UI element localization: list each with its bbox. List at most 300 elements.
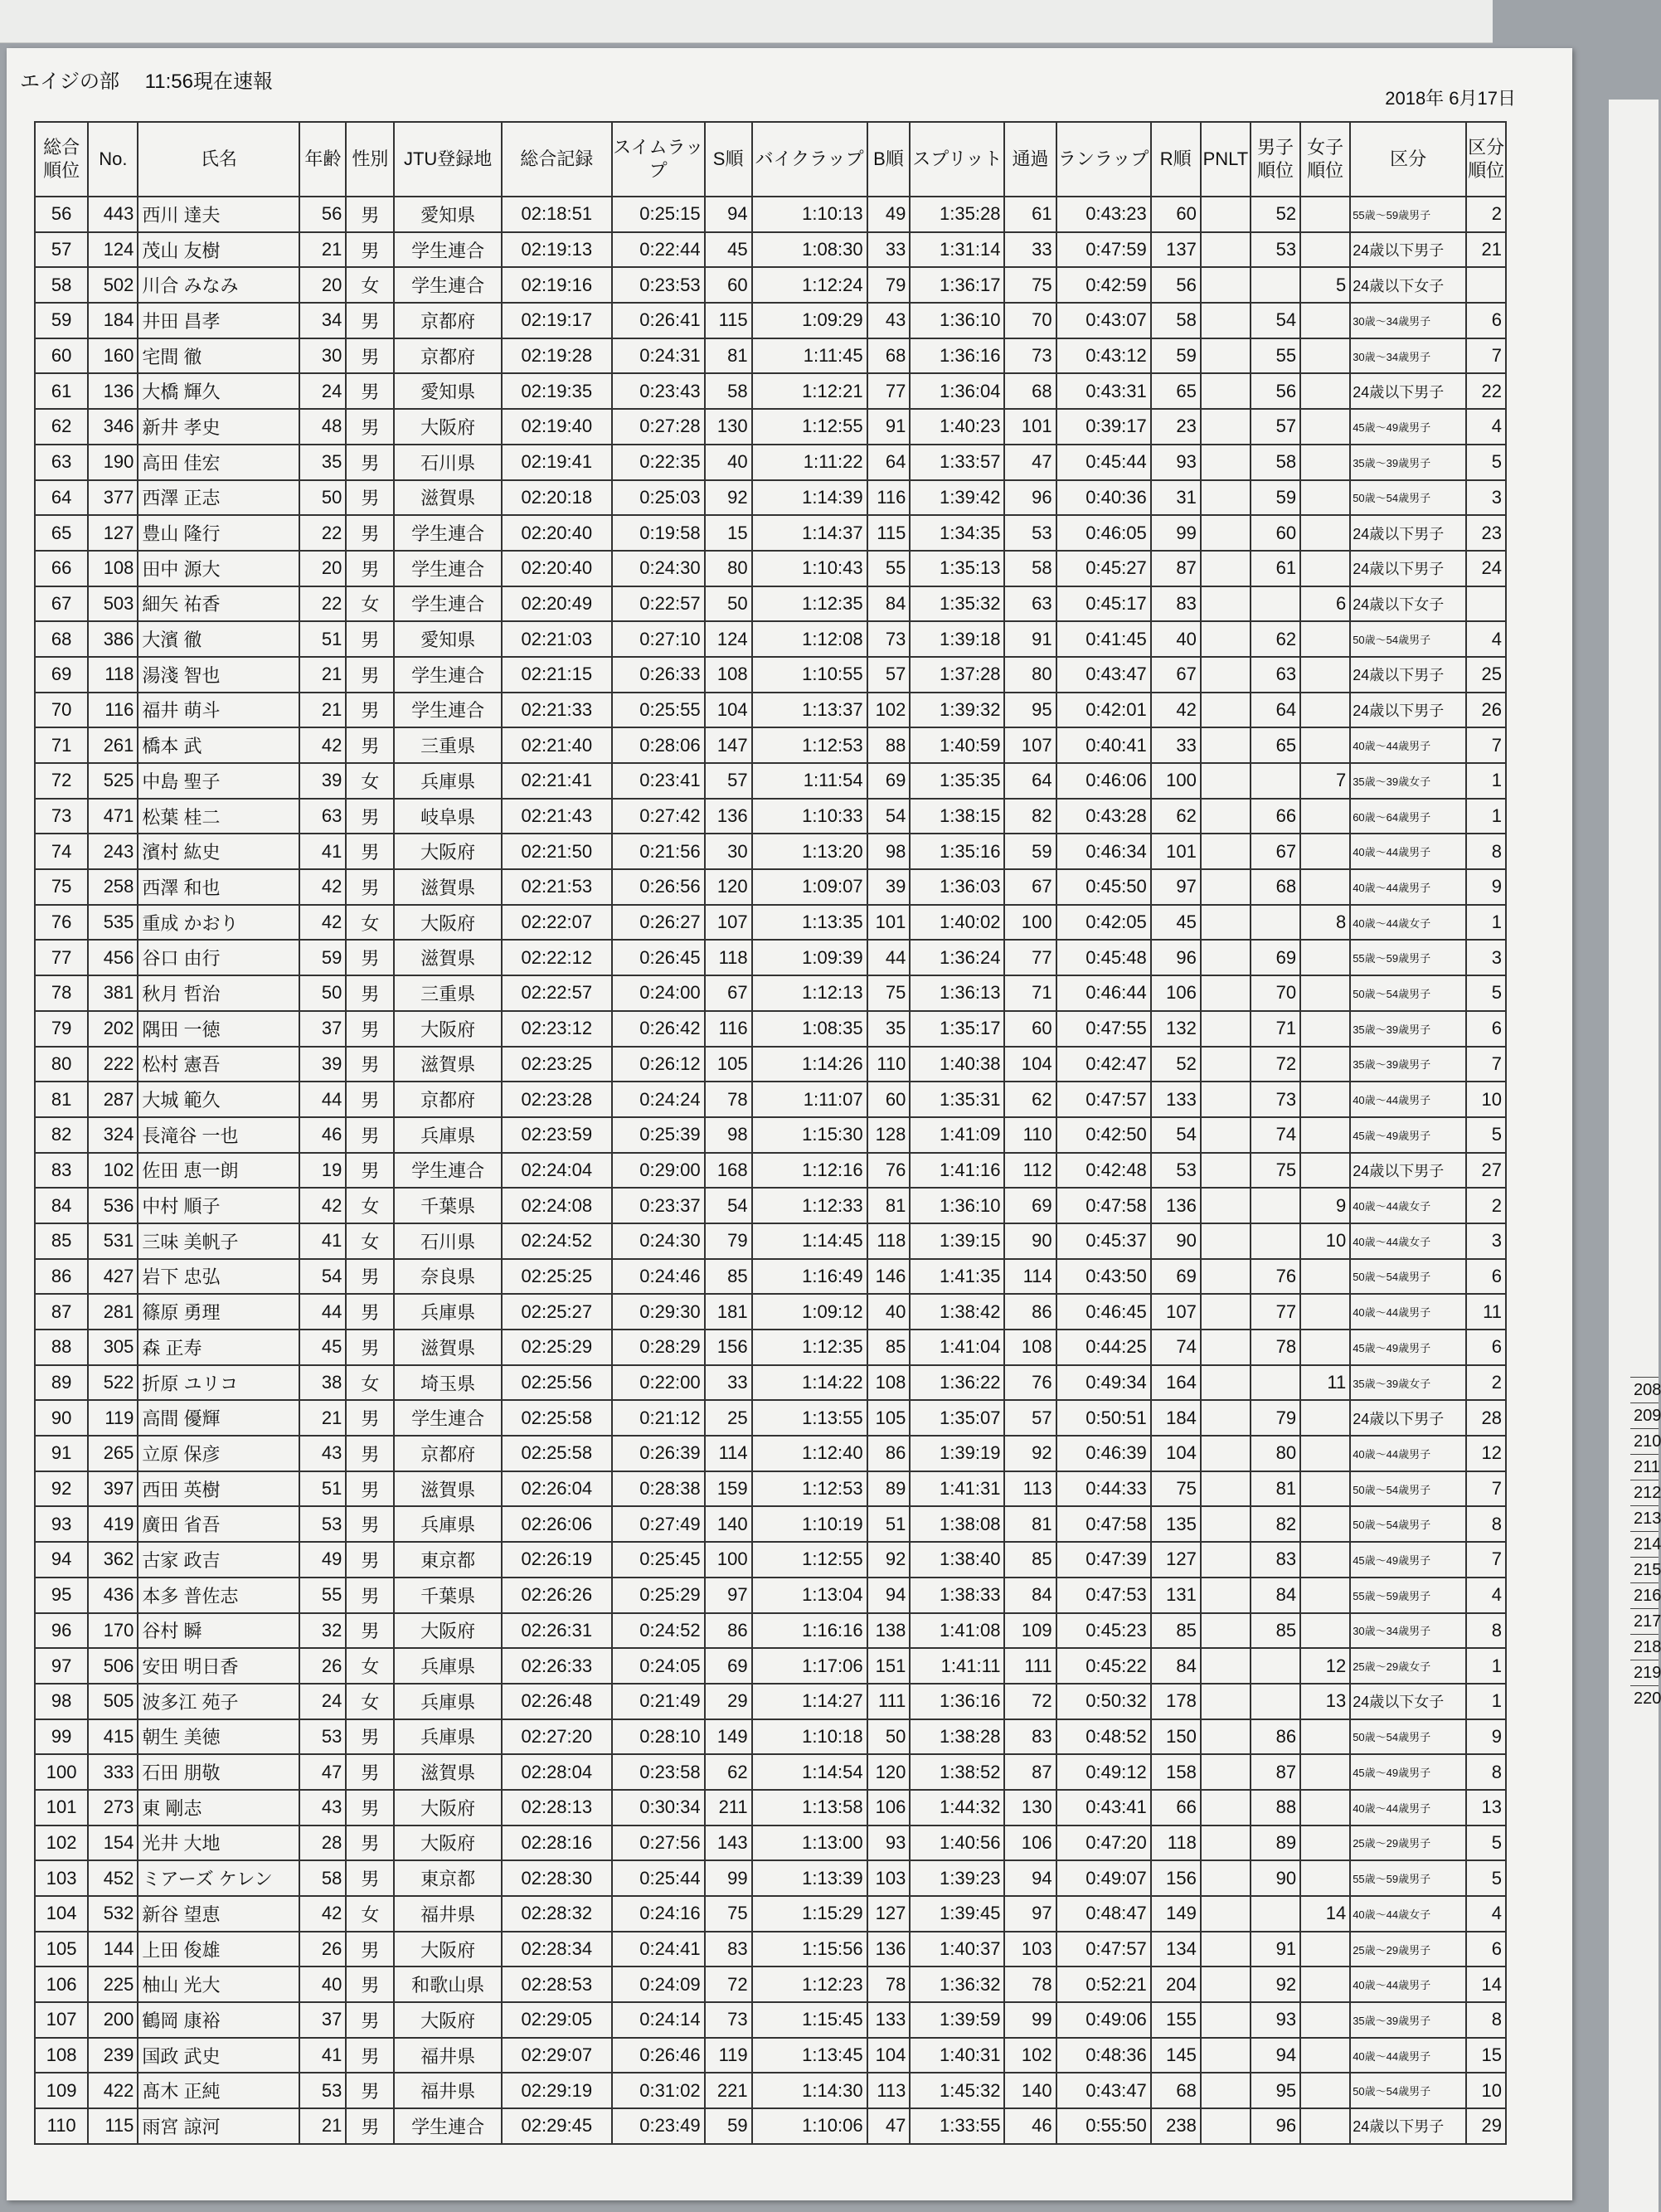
table-cell: 144 bbox=[88, 1932, 138, 1967]
table-cell bbox=[1300, 2108, 1350, 2144]
table-cell bbox=[1201, 1542, 1251, 1578]
table-row bbox=[35, 480, 1506, 516]
table-cell: 82 bbox=[1004, 799, 1056, 834]
table-cell: 377 bbox=[88, 480, 138, 516]
table-cell: 1:35:17 bbox=[910, 1011, 1004, 1047]
table-cell: 85 bbox=[867, 1330, 911, 1365]
table-cell: 中村 順子 bbox=[138, 1188, 299, 1223]
table-cell: 0:44:33 bbox=[1056, 1471, 1151, 1507]
table-cell: 京都府 bbox=[394, 1436, 502, 1471]
table-cell: 73 bbox=[1251, 1082, 1300, 1117]
table-row bbox=[35, 1011, 1506, 1047]
table-cell: 0:42:59 bbox=[1056, 267, 1151, 303]
table-cell: 男 bbox=[346, 1719, 394, 1755]
table-cell: 73 bbox=[867, 621, 911, 657]
table-cell: 287 bbox=[88, 1082, 138, 1117]
table-cell: 0:46:39 bbox=[1056, 1436, 1151, 1471]
table-cell: 6 bbox=[1466, 1259, 1506, 1295]
table-cell bbox=[1201, 1153, 1251, 1189]
table-cell: 33 bbox=[867, 232, 911, 268]
table-cell: 136 bbox=[1151, 1188, 1201, 1223]
table-cell: 96 bbox=[35, 1613, 88, 1649]
table-cell: 45 bbox=[705, 232, 752, 268]
table-row bbox=[35, 1826, 1506, 1861]
table-cell: 111 bbox=[1004, 1648, 1056, 1684]
table-cell bbox=[1300, 1153, 1350, 1189]
table-cell: 1:38:40 bbox=[910, 1542, 1004, 1578]
table-cell: 51 bbox=[867, 1506, 911, 1542]
column-header: 総合記録 bbox=[502, 122, 612, 197]
table-cell: 0:26:56 bbox=[612, 869, 705, 905]
table-row bbox=[35, 267, 1506, 303]
table-cell: 86 bbox=[1251, 1719, 1300, 1755]
table-cell bbox=[1300, 621, 1350, 657]
table-cell: 47 bbox=[1004, 445, 1056, 480]
table-cell bbox=[1251, 586, 1300, 622]
table-cell: 1:41:08 bbox=[910, 1613, 1004, 1649]
table-cell: 53 bbox=[299, 2073, 346, 2108]
table-cell: 93 bbox=[35, 1506, 88, 1542]
table-cell: 0:41:45 bbox=[1056, 621, 1151, 657]
table-cell: 93 bbox=[1251, 2002, 1300, 2038]
table-row bbox=[35, 586, 1506, 622]
table-cell: 1:40:23 bbox=[910, 409, 1004, 445]
table-cell: 1:36:03 bbox=[910, 869, 1004, 905]
table-cell: 33 bbox=[1151, 727, 1201, 763]
table-row bbox=[35, 551, 1506, 586]
table-cell: 30 bbox=[299, 338, 346, 374]
table-cell: 124 bbox=[88, 232, 138, 268]
table-cell bbox=[1300, 1860, 1350, 1896]
table-cell: 1:36:16 bbox=[910, 1684, 1004, 1719]
table-cell: 0:45:22 bbox=[1056, 1648, 1151, 1684]
table-cell: 110 bbox=[867, 1047, 911, 1082]
table-cell: 324 bbox=[88, 1117, 138, 1153]
table-cell: 佐田 恵一朗 bbox=[138, 1153, 299, 1189]
table-row bbox=[35, 1578, 1506, 1613]
table-row bbox=[35, 232, 1506, 268]
table-cell: 1:15:30 bbox=[752, 1117, 867, 1153]
table-cell: 102 bbox=[867, 693, 911, 728]
table-cell: 71 bbox=[1004, 975, 1056, 1011]
table-cell bbox=[1300, 727, 1350, 763]
table-cell bbox=[1201, 1790, 1251, 1826]
table-cell: 85 bbox=[705, 1259, 752, 1295]
table-cell: 02:21:40 bbox=[502, 727, 612, 763]
table-cell: 0:26:39 bbox=[612, 1436, 705, 1471]
table-cell: 132 bbox=[1151, 1011, 1201, 1047]
table-cell: 58 bbox=[299, 1860, 346, 1896]
table-cell: 54 bbox=[299, 1259, 346, 1295]
table-cell: 69 bbox=[35, 657, 88, 693]
table-cell bbox=[1201, 834, 1251, 869]
table-cell: 42 bbox=[299, 1896, 346, 1932]
table-cell: 0:45:44 bbox=[1056, 445, 1151, 480]
table-cell: 81 bbox=[1004, 1506, 1056, 1542]
table-cell: 85 bbox=[1251, 1613, 1300, 1649]
table-cell: 45歳～49歳男子 bbox=[1350, 1330, 1466, 1365]
table-cell: 0:45:48 bbox=[1056, 940, 1151, 975]
table-cell: 39 bbox=[299, 763, 346, 799]
table-cell: 西澤 正志 bbox=[138, 480, 299, 516]
table-cell: 159 bbox=[705, 1471, 752, 1507]
table-cell: 211 bbox=[705, 1790, 752, 1826]
table-cell: 男 bbox=[346, 1471, 394, 1507]
table-cell: 56 bbox=[299, 197, 346, 232]
table-cell: 0:26:33 bbox=[612, 657, 705, 693]
table-cell: 三重県 bbox=[394, 975, 502, 1011]
table-cell: 53 bbox=[299, 1719, 346, 1755]
table-cell: 0:27:42 bbox=[612, 799, 705, 834]
table-cell: 1:13:58 bbox=[752, 1790, 867, 1826]
table-cell: 55歳～59歳男子 bbox=[1350, 197, 1466, 232]
column-header: R順 bbox=[1151, 122, 1201, 197]
table-cell: 60 bbox=[1151, 197, 1201, 232]
table-cell: 397 bbox=[88, 1471, 138, 1507]
table-cell: 62 bbox=[705, 1754, 752, 1790]
table-cell: 1:44:32 bbox=[910, 1790, 1004, 1826]
table-cell: 石田 朋敬 bbox=[138, 1754, 299, 1790]
table-cell: 02:29:05 bbox=[502, 2002, 612, 2038]
table-cell: 80 bbox=[35, 1047, 88, 1082]
table-cell: 髙木 正純 bbox=[138, 2073, 299, 2108]
table-cell: 1:12:55 bbox=[752, 1542, 867, 1578]
table-cell bbox=[1300, 1117, 1350, 1153]
table-cell: 男 bbox=[346, 1294, 394, 1330]
table-cell: 岩下 忠弘 bbox=[138, 1259, 299, 1295]
table-cell: 92 bbox=[35, 1471, 88, 1507]
table-row bbox=[35, 1294, 1506, 1330]
table-cell: 0:24:09 bbox=[612, 1966, 705, 2002]
table-cell: 02:25:58 bbox=[502, 1436, 612, 1471]
table-cell bbox=[1201, 1330, 1251, 1365]
table-cell: 35 bbox=[299, 445, 346, 480]
table-cell: 60 bbox=[1004, 1011, 1056, 1047]
table-cell: 1:09:12 bbox=[752, 1294, 867, 1330]
column-header: 区分順位 bbox=[1466, 122, 1506, 197]
table-cell: 15 bbox=[705, 515, 752, 551]
table-cell: 男 bbox=[346, 338, 394, 374]
table-row bbox=[35, 1471, 1506, 1507]
table-cell: 14 bbox=[1466, 1966, 1506, 2002]
table-cell: 89 bbox=[35, 1365, 88, 1401]
table-cell: 83 bbox=[1004, 1719, 1056, 1755]
table-cell: 98 bbox=[35, 1684, 88, 1719]
table-cell: 1:12:23 bbox=[752, 1966, 867, 2002]
table-cell: 225 bbox=[88, 1966, 138, 2002]
table-cell bbox=[1300, 197, 1350, 232]
table-cell: 1:37:28 bbox=[910, 657, 1004, 693]
table-cell: 222 bbox=[88, 1047, 138, 1082]
table-cell: 93 bbox=[1151, 445, 1201, 480]
table-cell: 0:22:35 bbox=[612, 445, 705, 480]
table-cell: 橋本 武 bbox=[138, 727, 299, 763]
table-cell: 24 bbox=[299, 373, 346, 409]
table-cell: 35歳～39歳男子 bbox=[1350, 1011, 1466, 1047]
table-cell: 大阪府 bbox=[394, 1011, 502, 1047]
table-cell: 305 bbox=[88, 1330, 138, 1365]
table-cell: 男 bbox=[346, 2002, 394, 2038]
table-row bbox=[35, 657, 1506, 693]
table-cell bbox=[1300, 1506, 1350, 1542]
table-cell: 折原 ユリコ bbox=[138, 1365, 299, 1401]
table-cell: 55歳～59歳男子 bbox=[1350, 1860, 1466, 1896]
table-cell: 8 bbox=[1466, 1613, 1506, 1649]
table-cell: 54 bbox=[705, 1188, 752, 1223]
table-cell: 24 bbox=[1466, 551, 1506, 586]
table-cell: 1 bbox=[1466, 1648, 1506, 1684]
table-cell: 0:25:45 bbox=[612, 1542, 705, 1578]
table-cell: 0:23:49 bbox=[612, 2108, 705, 2144]
table-cell: 大阪府 bbox=[394, 1826, 502, 1861]
table-cell: 0:26:45 bbox=[612, 940, 705, 975]
table-cell: 93 bbox=[867, 1826, 911, 1861]
table-cell: 415 bbox=[88, 1719, 138, 1755]
table-cell: 41 bbox=[299, 834, 346, 869]
table-cell bbox=[1201, 869, 1251, 905]
table-cell: 221 bbox=[705, 2073, 752, 2108]
table-cell: 24歳以下女子 bbox=[1350, 586, 1466, 622]
table-cell: 湯淺 智也 bbox=[138, 657, 299, 693]
table-cell: 0:28:06 bbox=[612, 727, 705, 763]
table-cell: 111 bbox=[867, 1684, 911, 1719]
table-cell: 1:12:16 bbox=[752, 1153, 867, 1189]
table-cell: 53 bbox=[299, 1506, 346, 1542]
table-cell: 97 bbox=[1004, 1896, 1056, 1932]
table-row bbox=[35, 1790, 1506, 1826]
table-cell: 02:23:12 bbox=[502, 1011, 612, 1047]
table-cell: 35歳～39歳男子 bbox=[1350, 1047, 1466, 1082]
table-cell: 39 bbox=[299, 1047, 346, 1082]
table-cell: 105 bbox=[867, 1400, 911, 1436]
table-cell: 1:41:11 bbox=[910, 1648, 1004, 1684]
table-cell: 2 bbox=[1466, 1365, 1506, 1401]
table-cell: 松村 憲吾 bbox=[138, 1047, 299, 1082]
table-cell: 70 bbox=[1251, 975, 1300, 1011]
table-cell bbox=[1300, 1542, 1350, 1578]
table-cell bbox=[1201, 197, 1251, 232]
table-cell: 0:27:49 bbox=[612, 1506, 705, 1542]
table-row bbox=[35, 1330, 1506, 1365]
table-cell: 男 bbox=[346, 1436, 394, 1471]
table-cell: 0:27:56 bbox=[612, 1826, 705, 1861]
table-cell: 46 bbox=[299, 1117, 346, 1153]
table-cell: 110 bbox=[35, 2108, 88, 2144]
table-cell: 41 bbox=[299, 1223, 346, 1259]
table-cell: 02:25:29 bbox=[502, 1330, 612, 1365]
column-header: 総合順位 bbox=[35, 122, 88, 197]
table-cell: 5 bbox=[1300, 267, 1350, 303]
table-cell: 男 bbox=[346, 1826, 394, 1861]
table-cell: 22 bbox=[1466, 373, 1506, 409]
table-cell: 265 bbox=[88, 1436, 138, 1471]
table-cell: 40歳～44歳男子 bbox=[1350, 727, 1466, 763]
table-cell: 204 bbox=[1151, 1966, 1201, 2002]
table-cell: 02:25:25 bbox=[502, 1259, 612, 1295]
table-cell: 02:23:59 bbox=[502, 1117, 612, 1153]
table-cell: 58 bbox=[35, 267, 88, 303]
table-cell: 63 bbox=[1251, 657, 1300, 693]
table-cell: 10 bbox=[1300, 1223, 1350, 1259]
table-cell: 1:08:30 bbox=[752, 232, 867, 268]
table-cell bbox=[1201, 267, 1251, 303]
table-cell: 1:09:29 bbox=[752, 303, 867, 338]
table-cell: 87 bbox=[1251, 1754, 1300, 1790]
table-cell bbox=[1300, 1719, 1350, 1755]
table-row bbox=[35, 1648, 1506, 1684]
table-cell: 0:43:31 bbox=[1056, 373, 1151, 409]
table-cell bbox=[1201, 1932, 1251, 1967]
table-cell: 2 bbox=[1466, 197, 1506, 232]
table-cell: 66 bbox=[1251, 799, 1300, 834]
table-cell bbox=[1251, 1223, 1300, 1259]
table-cell: 95 bbox=[1251, 2073, 1300, 2108]
table-cell: 5 bbox=[1466, 445, 1506, 480]
table-cell: 0:23:41 bbox=[612, 763, 705, 799]
table-cell: 女 bbox=[346, 1365, 394, 1401]
table-cell: 女 bbox=[346, 763, 394, 799]
table-cell: 学生連合 bbox=[394, 515, 502, 551]
table-cell: 0:26:41 bbox=[612, 303, 705, 338]
table-cell: 45歳～49歳男子 bbox=[1350, 1117, 1466, 1153]
table-cell: 53 bbox=[1151, 1153, 1201, 1189]
table-cell bbox=[1201, 480, 1251, 516]
table-cell: 0:46:06 bbox=[1056, 763, 1151, 799]
table-cell: 65 bbox=[1151, 373, 1201, 409]
table-cell: 02:24:04 bbox=[502, 1153, 612, 1189]
table-cell: 1:35:31 bbox=[910, 1082, 1004, 1117]
table-cell: 1:33:57 bbox=[910, 445, 1004, 480]
table-cell: 73 bbox=[705, 2002, 752, 2038]
table-cell bbox=[1201, 1966, 1251, 2002]
table-cell: 96 bbox=[1004, 480, 1056, 516]
table-cell: 11 bbox=[1300, 1365, 1350, 1401]
table-cell: 115 bbox=[88, 2108, 138, 2144]
adjacent-number: 211 bbox=[1630, 1454, 1659, 1480]
table-cell: 72 bbox=[1004, 1684, 1056, 1719]
table-cell: 21 bbox=[299, 2108, 346, 2144]
table-cell bbox=[1201, 1223, 1251, 1259]
table-cell: 1:35:13 bbox=[910, 551, 1004, 586]
table-cell bbox=[1300, 515, 1350, 551]
table-cell: 24歳以下男子 bbox=[1350, 2108, 1466, 2144]
table-cell bbox=[1201, 1648, 1251, 1684]
table-cell: 02:28:32 bbox=[502, 1896, 612, 1932]
column-header: 男子順位 bbox=[1251, 122, 1300, 197]
table-cell: 0:42:47 bbox=[1056, 1047, 1151, 1082]
table-cell: 108 bbox=[867, 1365, 911, 1401]
table-cell: 02:19:41 bbox=[502, 445, 612, 480]
table-cell: 43 bbox=[299, 1436, 346, 1471]
table-cell: 60 bbox=[867, 1082, 911, 1117]
table-cell: 02:21:53 bbox=[502, 869, 612, 905]
table-cell: 1:41:16 bbox=[910, 1153, 1004, 1189]
table-cell: 男 bbox=[346, 940, 394, 975]
table-cell: 118 bbox=[705, 940, 752, 975]
table-cell bbox=[1251, 763, 1300, 799]
table-cell: 62 bbox=[1004, 1082, 1056, 1117]
table-cell: 89 bbox=[867, 1471, 911, 1507]
table-cell: 84 bbox=[1251, 1578, 1300, 1613]
table-cell: 85 bbox=[1151, 1613, 1201, 1649]
table-cell: 0:49:12 bbox=[1056, 1754, 1151, 1790]
table-cell: 80 bbox=[1251, 1436, 1300, 1471]
table-cell: 67 bbox=[1251, 834, 1300, 869]
table-cell bbox=[1201, 727, 1251, 763]
table-cell: 0:46:05 bbox=[1056, 515, 1151, 551]
adjacent-sheet-numbers bbox=[1630, 1377, 1659, 1711]
column-header: スイムラップ bbox=[612, 122, 705, 197]
table-cell: 0:21:12 bbox=[612, 1400, 705, 1436]
table-cell: 02:22:07 bbox=[502, 905, 612, 941]
table-cell: 1:09:07 bbox=[752, 869, 867, 905]
adjacent-number: 220 bbox=[1630, 1685, 1659, 1711]
table-cell: 29 bbox=[1466, 2108, 1506, 2144]
table-cell: 108 bbox=[1004, 1330, 1056, 1365]
table-cell: 5 bbox=[1466, 1860, 1506, 1896]
column-header: スプリット bbox=[910, 122, 1004, 197]
table-cell: 国政 武史 bbox=[138, 2038, 299, 2073]
table-cell: 87 bbox=[35, 1294, 88, 1330]
table-cell: 大城 範久 bbox=[138, 1082, 299, 1117]
table-cell: 149 bbox=[1151, 1896, 1201, 1932]
table-cell: 4 bbox=[1466, 1896, 1506, 1932]
table-cell: 97 bbox=[705, 1578, 752, 1613]
table-cell: 02:25:56 bbox=[502, 1365, 612, 1401]
table-cell: 143 bbox=[705, 1826, 752, 1861]
table-cell: 7 bbox=[1466, 1471, 1506, 1507]
table-cell: 35歳～39歳男子 bbox=[1350, 2002, 1466, 2038]
table-cell: 02:29:45 bbox=[502, 2108, 612, 2144]
table-cell: 90 bbox=[35, 1400, 88, 1436]
table-cell bbox=[1201, 1860, 1251, 1896]
table-cell: 9 bbox=[1300, 1188, 1350, 1223]
table-cell: 1:09:39 bbox=[752, 940, 867, 975]
table-cell: 62 bbox=[35, 409, 88, 445]
table-row bbox=[35, 1860, 1506, 1896]
table-cell: 47 bbox=[867, 2108, 911, 2144]
table-cell: 22 bbox=[299, 515, 346, 551]
table-cell: 柚山 光大 bbox=[138, 1966, 299, 2002]
table-cell: 1:11:07 bbox=[752, 1082, 867, 1117]
table-cell bbox=[1201, 975, 1251, 1011]
table-cell: 02:26:06 bbox=[502, 1506, 612, 1542]
table-cell: 1:13:35 bbox=[752, 905, 867, 941]
table-cell: 兵庫県 bbox=[394, 1294, 502, 1330]
table-cell: 隅田 一徳 bbox=[138, 1011, 299, 1047]
table-cell: 75 bbox=[1151, 1471, 1201, 1507]
table-cell bbox=[1300, 1400, 1350, 1436]
table-cell: 21 bbox=[299, 693, 346, 728]
table-cell: 77 bbox=[1251, 1294, 1300, 1330]
table-cell: 45歳～49歳男子 bbox=[1350, 1754, 1466, 1790]
table-cell: 0:43:47 bbox=[1056, 657, 1151, 693]
table-cell: 男 bbox=[346, 1330, 394, 1365]
table-cell: 100 bbox=[1151, 763, 1201, 799]
table-cell: 1:15:29 bbox=[752, 1896, 867, 1932]
table-cell: 西田 英樹 bbox=[138, 1471, 299, 1507]
table-cell: 91 bbox=[1004, 621, 1056, 657]
table-cell: 40歳～44歳女子 bbox=[1350, 1188, 1466, 1223]
table-cell: 02:26:31 bbox=[502, 1613, 612, 1649]
table-cell: 68 bbox=[1251, 869, 1300, 905]
table-cell: 0:47:39 bbox=[1056, 1542, 1151, 1578]
table-cell: 281 bbox=[88, 1294, 138, 1330]
table-cell: 学生連合 bbox=[394, 586, 502, 622]
table-cell: 0:46:44 bbox=[1056, 975, 1151, 1011]
table-cell: 1:13:55 bbox=[752, 1400, 867, 1436]
table-row bbox=[35, 445, 1506, 480]
